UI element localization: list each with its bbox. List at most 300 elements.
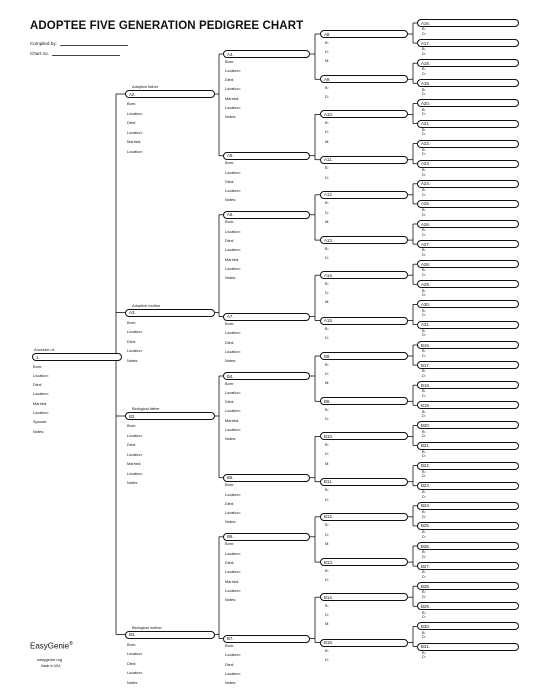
chart-no-label: Chart no. (30, 51, 49, 56)
person-number: B30. (421, 623, 431, 629)
field-label: B: (422, 126, 426, 132)
field-label: D: (422, 251, 426, 257)
person-number: A23. (421, 161, 431, 167)
field-label: D: (422, 332, 426, 338)
field-label: D: (422, 594, 426, 599)
person-number: B4. (227, 373, 234, 379)
field-label: B: (325, 602, 329, 608)
field-label: B: (422, 66, 426, 72)
field-label: Notes: (225, 275, 237, 281)
person-box-g4-13[interactable] (320, 558, 408, 566)
field-label: Died: (225, 500, 235, 506)
field-label: Died: (127, 120, 137, 125)
field-label: B: (422, 609, 426, 615)
field-label: D: (422, 111, 426, 117)
person-number: A18. (421, 60, 431, 66)
field-label: B: (325, 487, 329, 493)
field-label: B: (422, 267, 426, 273)
person-box-g3-2[interactable] (223, 211, 310, 219)
field-label: B: (422, 247, 426, 253)
field-label: B: (422, 166, 426, 172)
person-number: A11. (324, 157, 333, 163)
field-label: Notes: (33, 428, 45, 434)
field-label: D: (422, 634, 426, 640)
field-label: Notes: (225, 519, 237, 525)
field-label: Location: (33, 391, 49, 397)
field-label: B: (422, 569, 426, 575)
person-box-g5-7[interactable] (417, 160, 519, 168)
field-label: B: (422, 106, 426, 112)
person-box-g5-8[interactable] (417, 180, 519, 188)
person-box-g5-31[interactable] (417, 643, 519, 651)
field-label: Location: (225, 188, 241, 194)
field-label: B: (325, 245, 329, 251)
field-label: D: (422, 614, 426, 620)
person-box-g4-4[interactable] (320, 191, 408, 199)
field-label: D: (422, 473, 426, 479)
field-label: Notes: (225, 436, 237, 442)
field-label: B: (325, 165, 329, 171)
field-label: Died: (225, 399, 235, 405)
relationship-caption: Biological father (132, 406, 160, 411)
person-box-g2-2[interactable] (125, 412, 215, 420)
person-number: A20. (421, 100, 431, 106)
person-box-g3-0[interactable] (223, 50, 310, 58)
field-label: B: (325, 119, 329, 125)
field-label: Married: (225, 417, 240, 423)
person-number: B14. (324, 594, 334, 600)
field-label: Died: (127, 338, 137, 344)
field-label: B: (422, 549, 426, 555)
field-label: D: (422, 553, 426, 559)
field-label: Died: (225, 77, 235, 83)
person-number: B25. (421, 523, 431, 529)
relationship-caption: Adoptive mother (132, 302, 161, 308)
person-number: B2. (129, 413, 136, 419)
field-label: D: (422, 433, 426, 439)
field-label: B: (325, 361, 329, 367)
field-label: Notes: (225, 197, 237, 203)
field-label: D: (325, 416, 329, 422)
relationship-caption: Adoptive father (132, 84, 159, 89)
person-number: A15. (324, 318, 334, 324)
person-box-g5-10[interactable] (417, 220, 519, 228)
person-box-g3-3[interactable] (223, 313, 310, 321)
field-label: D: (422, 654, 426, 660)
field-label: Died: (127, 660, 137, 666)
person-box-g2-3[interactable] (125, 631, 215, 639)
field-label: M: (325, 218, 330, 224)
person-box-g4-8[interactable] (320, 352, 408, 360)
field-label: Died: (225, 237, 235, 243)
person-box-g3-7[interactable] (223, 635, 310, 643)
field-label: D: (422, 91, 426, 97)
field-label: Location: (225, 408, 241, 414)
person-box-g5-20[interactable] (417, 421, 519, 429)
person-number: A28. (421, 261, 431, 267)
field-label: B: (422, 629, 426, 635)
field-label: Born: (225, 219, 235, 225)
field-label: D: (422, 573, 426, 579)
field-label: B: (422, 448, 426, 454)
field-label: B: (325, 84, 329, 90)
field-label: D: (422, 513, 426, 519)
person-number: A12. (324, 192, 334, 198)
chart-no-line[interactable] (52, 51, 120, 56)
field-label: Died: (127, 442, 137, 447)
field-label: Location: (225, 330, 241, 336)
field-label: Died: (225, 178, 235, 184)
person-box-g4-7[interactable] (320, 317, 408, 325)
person-number: B6. (227, 534, 234, 540)
field-label: Notes: (127, 679, 139, 685)
field-label: B: (325, 567, 329, 573)
person-box-g4-0[interactable] (320, 30, 408, 38)
field-label: Born: (127, 423, 137, 428)
field-label: Location: (127, 348, 143, 353)
person-box-g5-0[interactable] (417, 19, 519, 27)
field-label: Location: (225, 348, 241, 354)
field-label: D: (422, 372, 426, 378)
field-label: B: (422, 388, 426, 394)
field-label: D: (422, 191, 426, 197)
field-label: B: (422, 327, 426, 333)
field-label: D: (422, 211, 426, 217)
field-label: M: (325, 380, 330, 386)
person-box-g3-6[interactable] (223, 533, 310, 541)
field-label: B: (422, 26, 426, 32)
field-label: Location: (225, 569, 241, 575)
field-label: B: (422, 408, 426, 414)
field-label: D: (325, 129, 329, 135)
field-label: Married: (225, 95, 240, 101)
person-box-g4-2[interactable] (320, 110, 408, 118)
field-label: D: (422, 413, 426, 419)
person-box-g5-5[interactable] (417, 120, 519, 128)
field-label: B: (422, 86, 426, 92)
person-box-g4-9[interactable] (320, 397, 408, 405)
field-label: D: (325, 94, 329, 100)
person-box-g5-16[interactable] (417, 341, 519, 349)
person-box-g5-2[interactable] (417, 59, 519, 67)
field-label: D: (325, 335, 329, 341)
field-label: Married: (33, 400, 48, 406)
person-number: A14. (324, 272, 334, 278)
person-number: B8. (324, 353, 331, 359)
person-box-g5-21[interactable] (417, 442, 519, 450)
field-label: Location: (127, 670, 143, 675)
person-number: A2. (129, 91, 136, 97)
field-label: D: (325, 496, 329, 502)
person-number: B26. (421, 543, 431, 549)
person-box-g5-19[interactable] (417, 401, 519, 409)
person-number: B12. (324, 514, 334, 520)
field-label: D: (422, 292, 426, 298)
person-number: B15. (324, 640, 334, 646)
person-box-g3-5[interactable] (223, 474, 310, 482)
registered-mark: ® (69, 641, 73, 647)
field-label: D: (325, 254, 329, 260)
field-label: Location: (33, 372, 49, 378)
person-number: B22. (421, 463, 431, 469)
person-box-g5-3[interactable] (417, 79, 519, 87)
field-label: B: (422, 187, 426, 192)
field-label: D: (325, 451, 329, 457)
field-label: M: (325, 540, 330, 546)
field-label: Born: (225, 58, 235, 64)
field-label: Location: (225, 510, 241, 516)
person-number: B13. (324, 559, 334, 565)
field-label: Died: (33, 382, 43, 388)
field-label: B: (422, 207, 426, 213)
person-box-g5-27[interactable] (417, 562, 519, 570)
field-label: Location: (127, 110, 143, 116)
person-box-g2-1[interactable] (125, 309, 215, 317)
field-label: Location: (127, 148, 143, 154)
person-box-g4-14[interactable] (320, 593, 408, 601)
person-number: A17. (421, 40, 431, 46)
person-box-g3-4[interactable] (223, 372, 310, 380)
field-label: Born: (127, 641, 137, 647)
person-number: A16. (421, 20, 431, 26)
field-label: Location: (225, 670, 241, 676)
field-label: B: (422, 287, 426, 293)
person-box-g5-14[interactable] (417, 300, 519, 308)
field-label: Born: (127, 319, 137, 325)
field-label: B: (325, 441, 329, 447)
person-number: A21. (421, 121, 431, 127)
compiled-by-line[interactable] (60, 41, 128, 46)
field-label: D: (325, 531, 329, 537)
person-number: A26. (421, 221, 431, 227)
field-label: D: (422, 493, 426, 499)
person-number: B18. (421, 382, 431, 388)
field-label: Location: (127, 129, 143, 135)
person-box-g5-26[interactable] (417, 542, 519, 550)
field-label: B: (422, 589, 426, 595)
person-number: A29. (421, 281, 431, 287)
field-label: M: (325, 138, 330, 144)
field-label: D: (422, 171, 426, 177)
field-label: D: (325, 657, 329, 663)
field-label: D: (325, 576, 329, 582)
field-label: D: (422, 272, 426, 277)
person-box-g4-5[interactable] (320, 236, 408, 244)
person-box-root[interactable] (32, 353, 122, 361)
field-label: Spouse: (33, 419, 48, 425)
person-number: B24. (421, 503, 431, 509)
field-label: Location: (225, 389, 241, 395)
relationship-caption: Biological mother (132, 624, 162, 630)
chart-no-field[interactable] (30, 51, 120, 56)
person-number: B31. (421, 644, 431, 650)
field-label: Location: (225, 587, 241, 593)
field-label: B: (422, 227, 426, 233)
field-label: M: (325, 621, 330, 627)
compiled-by-field[interactable] (30, 41, 128, 46)
field-label: Died: (225, 339, 235, 345)
made-in-text: Made in USA (41, 664, 61, 668)
field-label: Notes: (127, 357, 139, 363)
field-label: Location: (225, 491, 241, 497)
field-label: B: (422, 348, 426, 354)
person-box-g5-22[interactable] (417, 462, 519, 470)
field-label: Location: (225, 265, 241, 271)
field-label: Notes: (225, 358, 237, 364)
field-label: Location: (225, 247, 241, 253)
field-label: D: (422, 50, 426, 56)
person-number: B11. (324, 479, 333, 485)
field-label: Born: (127, 101, 137, 106)
field-label: Location: (225, 67, 241, 73)
person-box-g5-29[interactable] (417, 602, 519, 610)
field-label: D: (325, 209, 329, 215)
field-label: B: (422, 649, 426, 655)
field-label: Born: (225, 541, 235, 547)
field-label: B: (325, 200, 329, 206)
person-number: A19. (421, 80, 431, 86)
person-number: B5. (227, 475, 234, 481)
field-label: Born: (225, 380, 235, 386)
person-box-g4-11[interactable] (320, 478, 408, 486)
person-number: B28. (421, 583, 431, 589)
field-label: Married: (225, 578, 240, 584)
page-title: ADOPTEE FIVE GENERATION PEDIGREE CHART (30, 20, 304, 32)
field-label: Married: (127, 139, 142, 144)
person-number: B10. (324, 433, 334, 439)
person-number: 1. (36, 354, 40, 360)
field-label: Married: (127, 461, 142, 466)
person-box-g5-9[interactable] (417, 200, 519, 208)
field-label: Location: (127, 329, 143, 334)
person-number: B17. (421, 362, 431, 368)
field-label: Married: (225, 256, 240, 262)
person-number: B16. (421, 342, 431, 348)
field-label: Location: (33, 410, 49, 415)
person-box-g5-11[interactable] (417, 240, 519, 248)
field-label: D: (422, 352, 426, 358)
person-box-g4-10[interactable] (320, 432, 408, 440)
field-label: M: (325, 58, 330, 64)
field-label: Location: (225, 228, 241, 234)
person-box-g5-12[interactable] (417, 260, 519, 268)
field-label: D: (422, 312, 426, 318)
field-label: M: (325, 460, 330, 466)
field-label: B: (422, 146, 426, 152)
brand-name: EasyGenie (30, 641, 70, 651)
person-box-g5-4[interactable] (417, 99, 519, 107)
field-label: B: (422, 46, 426, 52)
field-label: Location: (127, 470, 143, 476)
field-label: M: (325, 299, 330, 305)
field-label: B: (422, 428, 426, 434)
field-label: D: (325, 370, 329, 376)
field-label: D: (422, 151, 426, 157)
person-number: A24. (421, 181, 431, 187)
person-number: A4. (227, 51, 234, 57)
field-label: D: (325, 48, 329, 54)
field-label: Location: (127, 451, 143, 457)
field-label: Notes: (127, 480, 139, 485)
field-label: Born: (225, 643, 235, 648)
person-number: A6. (227, 212, 234, 218)
person-number: B3. (129, 632, 136, 638)
person-number: A3. (129, 310, 136, 316)
person-box-g5-17[interactable] (417, 361, 519, 369)
person-number: A5. (227, 153, 234, 159)
person-number: A7. (227, 314, 234, 320)
person-box-g5-24[interactable] (417, 502, 519, 510)
person-box-g4-6[interactable] (320, 271, 408, 279)
field-label: D: (325, 612, 329, 617)
field-label: B: (422, 529, 426, 535)
field-label: Location: (225, 550, 241, 556)
person-box-g4-1[interactable] (320, 75, 408, 83)
field-label: B: (422, 307, 426, 313)
field-label: Born: (225, 482, 235, 488)
field-label: D: (422, 453, 426, 459)
field-label: B: (325, 326, 329, 331)
field-label: Location: (225, 105, 241, 110)
field-label: B: (422, 468, 426, 474)
field-label: Died: (225, 559, 235, 565)
field-label: B: (422, 368, 426, 374)
person-box-g5-1[interactable] (417, 39, 519, 47)
field-label: D: (325, 290, 329, 295)
person-box-g5-28[interactable] (417, 582, 519, 590)
person-box-g5-25[interactable] (417, 522, 519, 530)
person-number: A25. (421, 201, 431, 207)
person-box-g5-30[interactable] (417, 622, 519, 630)
field-label: B: (422, 509, 426, 514)
person-number: B23. (421, 483, 431, 489)
person-box-g4-12[interactable] (320, 513, 408, 521)
person-box-g5-15[interactable] (417, 321, 519, 329)
field-label: Location: (225, 427, 241, 432)
field-label: B: (325, 39, 329, 45)
field-label: B: (325, 522, 329, 528)
field-label: B: (325, 280, 329, 286)
person-box-g5-18[interactable] (417, 381, 519, 389)
field-label: Notes: (225, 114, 237, 120)
field-label: D: (422, 30, 426, 36)
field-label: Location: (225, 169, 241, 175)
field-label: Born: (225, 321, 235, 326)
compiled-by-label: Compiled by: (30, 41, 57, 46)
field-label: D: (422, 533, 426, 539)
person-box-g5-6[interactable] (417, 140, 519, 148)
person-box-g5-13[interactable] (417, 280, 519, 288)
field-label: Location: (127, 432, 143, 438)
person-box-g3-1[interactable] (223, 152, 310, 160)
website-text: easygenie.org (37, 657, 63, 662)
field-label: D: (422, 131, 426, 137)
person-box-g4-15[interactable] (320, 639, 408, 647)
field-label: Born: (33, 363, 43, 369)
person-number: B20. (421, 422, 431, 428)
person-box-g4-3[interactable] (320, 156, 408, 164)
person-number: A27. (421, 241, 431, 247)
field-label: D: (422, 393, 426, 398)
person-box-g5-23[interactable] (417, 482, 519, 490)
relationship-caption: Ancestor of: (34, 347, 55, 352)
person-box-g2-0[interactable] (125, 90, 215, 98)
field-label: Location: (127, 651, 143, 656)
field-label: D: (422, 231, 426, 237)
field-label: D: (325, 174, 329, 180)
field-label: B: (422, 488, 426, 494)
field-label: B: (325, 406, 329, 412)
